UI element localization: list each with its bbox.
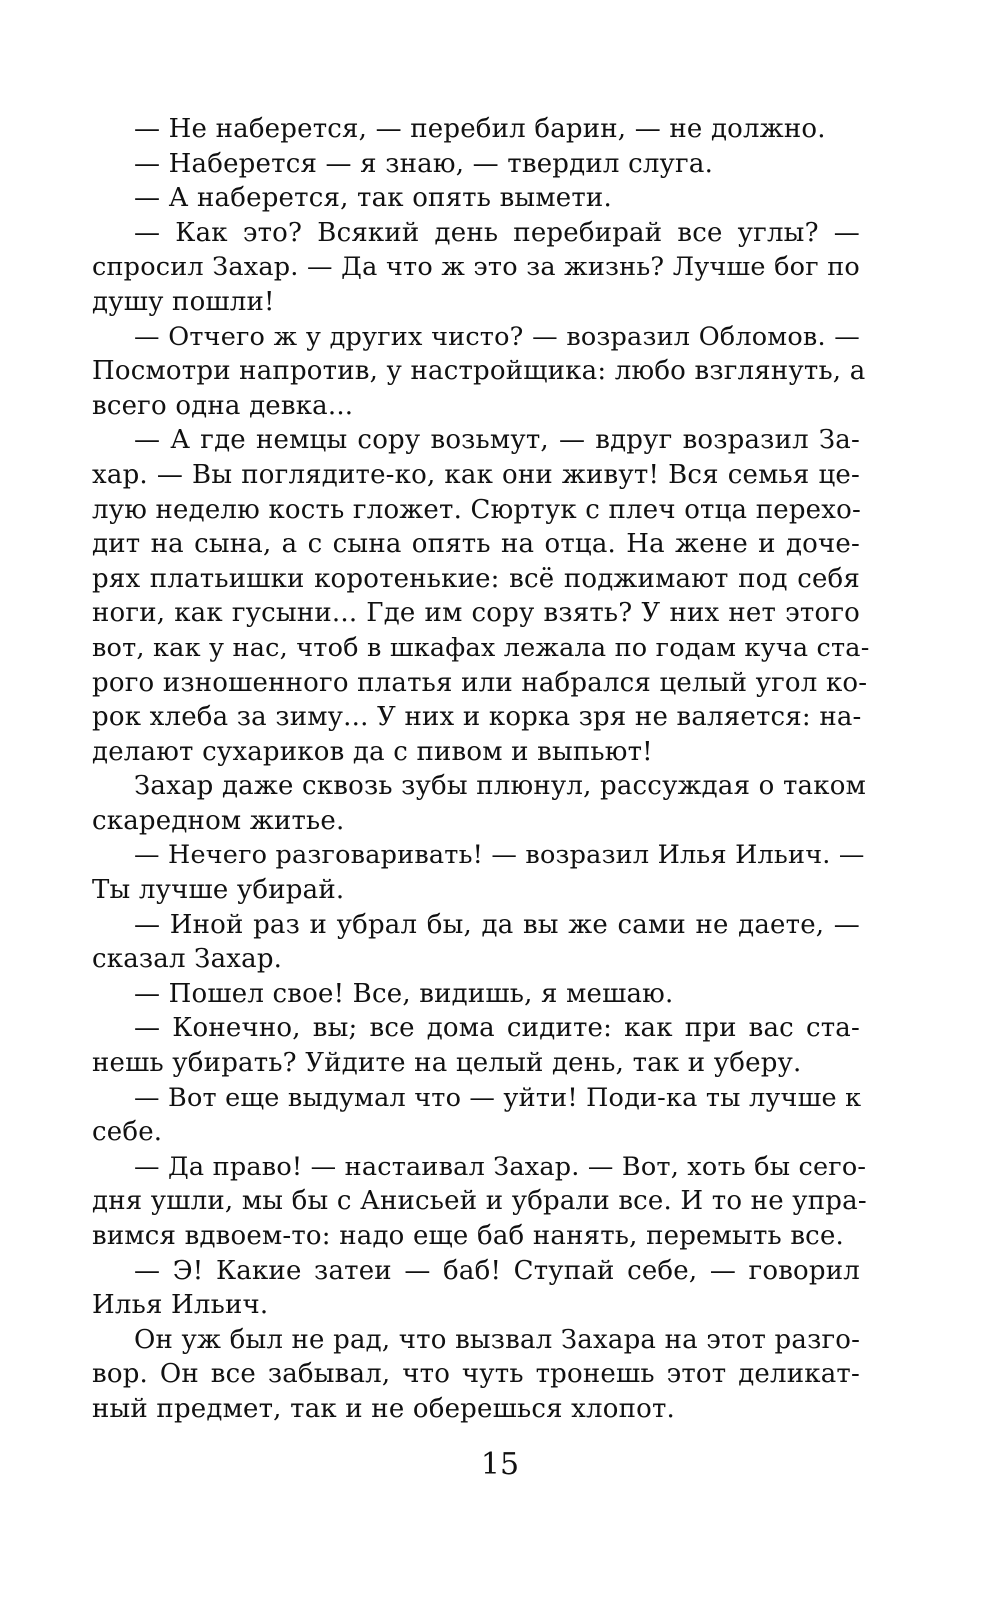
paragraph-first-line: Захар даже сквозь зубы плюнул, рассуждая о таком	[134, 771, 866, 802]
paragraph-line: делают сухариков да с пивом и выпьют!	[92, 736, 653, 767]
paragraph-first-line: — Э! Какие затеи — баб! Ступай себе, — говорил	[134, 1255, 860, 1286]
paragraph-first-line: — Нечего разговаривать! — возразил Илья Ильич. —	[134, 840, 865, 871]
paragraph-line: себе.	[92, 1117, 163, 1148]
paragraph-line: нешь убирать? Уйдите на целый день, так и уберу.	[92, 1048, 802, 1079]
paragraph-first-line: — Как это? Всякий день перебирай все углы? —	[134, 217, 860, 248]
paragraph-line: Ты лучше убирай.	[92, 875, 345, 906]
paragraph-first-line: — А наберется, так опять вымети.	[134, 183, 612, 214]
paragraph-line: вот, как у нас, чтоб в шкафах лежала по годам куча ста-	[92, 632, 870, 663]
paragraph-first-line: — Вот еще выдумал что — уйти! Поди-ка ты лучше к	[134, 1082, 862, 1113]
paragraph-first-line: — Наберется — я знаю, — твердил слуга.	[134, 148, 714, 179]
paragraph-first-line: — А где немцы сору возьмут, — вдруг возразил За-	[134, 425, 860, 456]
paragraph-line: дня ушли, мы бы с Анисьей и убрали все. И то не упра-	[92, 1186, 867, 1217]
paragraph-first-line: — Конечно, вы; все дома сидите: как при вас ста-	[134, 1013, 860, 1044]
paragraph-line: ноги, как гусыни... Где им сору взять? У них нет этого	[92, 598, 860, 629]
paragraph-line: ный предмет, так и не оберешься хлопот.	[92, 1393, 676, 1424]
paragraph-line: лую неделю кость гложет. Сюртук с плеч отца перехо-	[92, 494, 861, 525]
paragraph-line: рого изношенного платья или набрался целый угол ко-	[92, 667, 868, 698]
paragraph-first-line: — Отчего ж у других чисто? — возразил Обломов. —	[134, 321, 860, 352]
paragraph-line: рях платьишки коротенькие: всё поджимают под себя	[92, 563, 860, 594]
paragraph-line: душу пошли!	[92, 286, 275, 317]
paragraph-line: вор. Он все забывал, что чуть тронешь этот деликат-	[92, 1359, 860, 1390]
page-number: 15	[480, 1447, 520, 1482]
paragraph-line: спросил Захар. — Да что ж это за жизнь? Лучше бог по	[92, 252, 860, 283]
paragraph-line: рок хлеба за зиму... У них и корка зря не валяется: на-	[92, 702, 862, 733]
body-text	[92, 112, 870, 1427]
paragraph-line: хар. — Вы поглядите-ко, как они живут! Вся семья це-	[92, 459, 860, 490]
paragraph-first-line: — Да право! — настаивал Захар. — Вот, хоть бы сего-	[134, 1151, 867, 1182]
paragraph-line: вимся вдвоем-то: надо еще баб нанять, перемыть все.	[92, 1221, 844, 1251]
paragraph-first-line: — Не наберется, — перебил барин, — не должно.	[134, 114, 826, 144]
paragraph-line: Илья Ильич.	[92, 1290, 269, 1321]
paragraph-line: скаредном житье.	[92, 805, 345, 836]
paragraph-first-line: — Пошел свое! Все, видишь, я мешаю.	[134, 978, 674, 1009]
paragraph-line: дит на сына, а с сына опять на отца. На жене и доче-	[92, 529, 860, 560]
paragraph-first-line: Он уж был не рад, что вызвал Захара на этот разго-	[134, 1324, 861, 1355]
paragraph-line: сказал Захар.	[92, 944, 283, 975]
paragraph-line: Посмотри напротив, у настройщика: любо взглянуть, а	[92, 356, 866, 387]
paragraph-line: всего одна девка...	[92, 390, 354, 421]
paragraph-first-line: — Иной раз и убрал бы, да вы же сами не даете, —	[134, 909, 860, 940]
